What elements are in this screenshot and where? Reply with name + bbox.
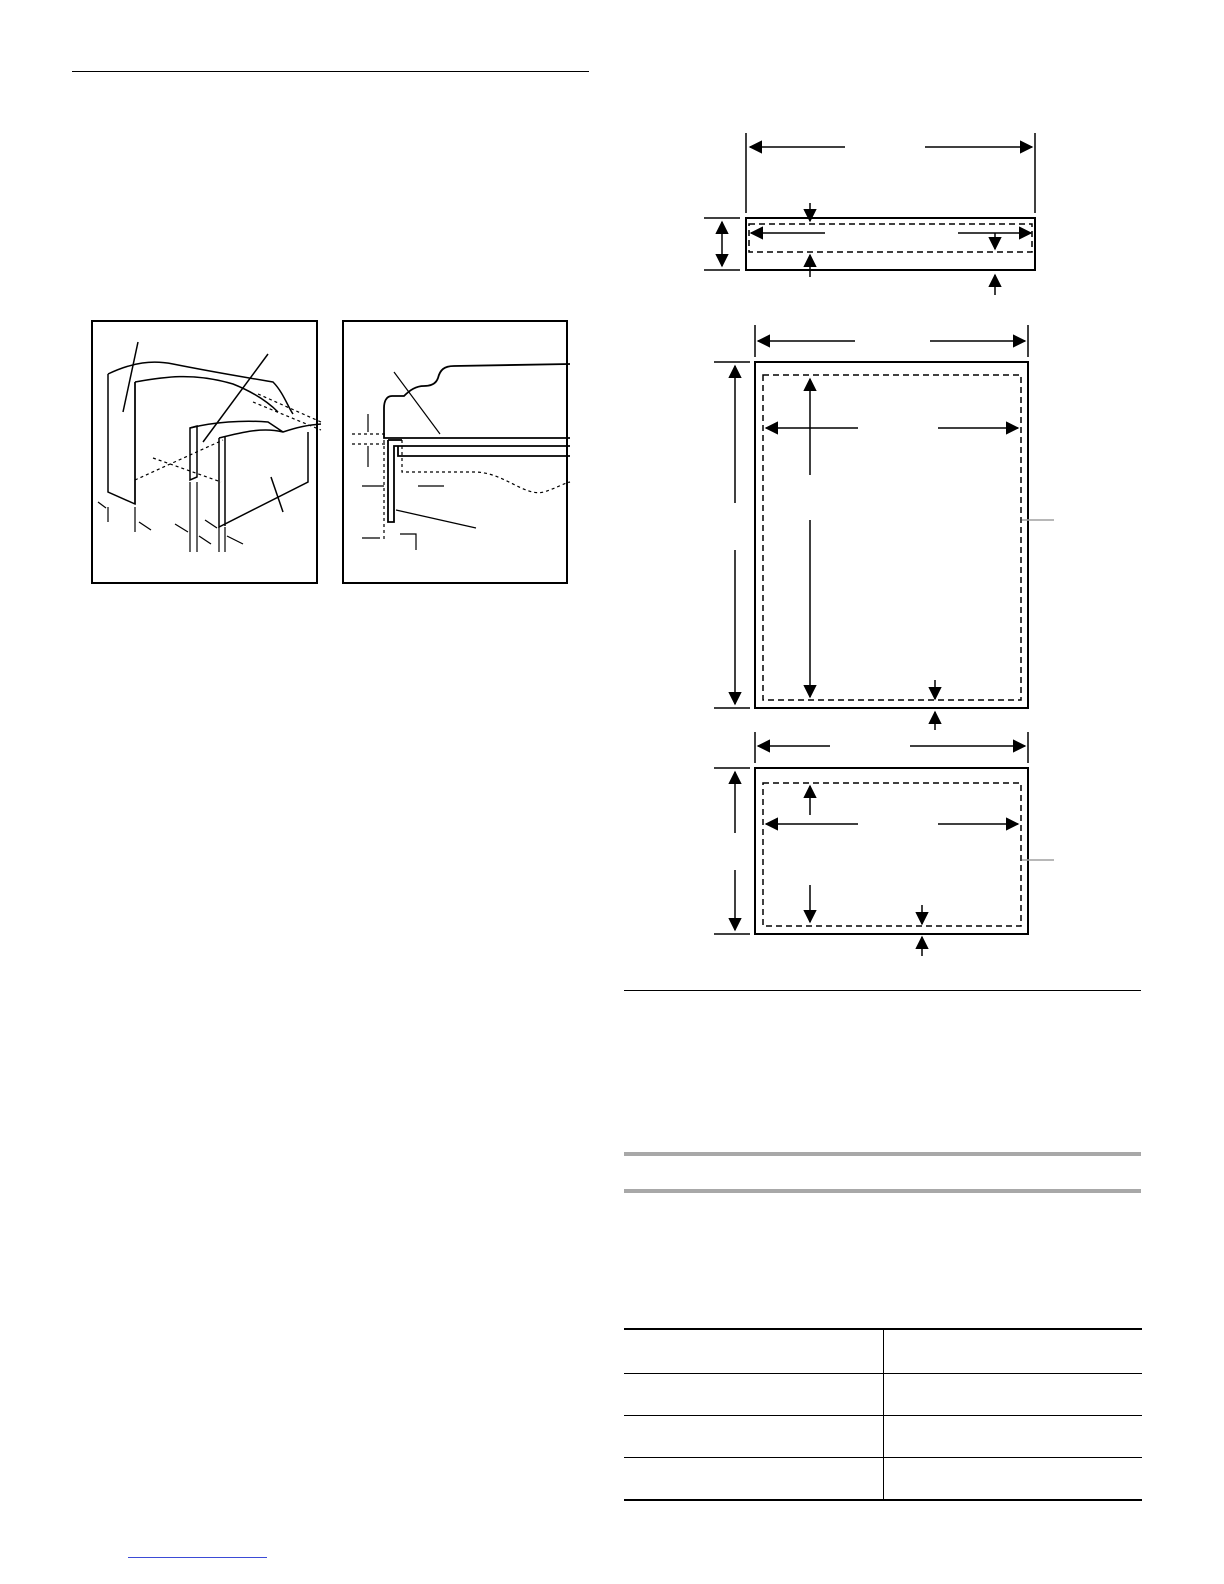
- table-cell: [624, 1374, 883, 1416]
- table-cell: [883, 1416, 1142, 1458]
- countertop-profile-perspective-icon: [93, 322, 320, 586]
- section-rule-right: [624, 990, 1141, 991]
- table-row: [624, 1458, 1142, 1501]
- spec-table: [624, 1328, 1142, 1501]
- table-cell: [883, 1458, 1142, 1501]
- countertop-cross-section-icon: [344, 322, 570, 586]
- table-row: [624, 1416, 1142, 1458]
- section-band-top: [624, 1152, 1141, 1156]
- section-band-bottom: [624, 1189, 1141, 1193]
- panel-dimension-diagram-icon: [700, 125, 1100, 965]
- table-cell: [624, 1458, 883, 1501]
- section-rule-left: [72, 71, 589, 72]
- table-row: [624, 1374, 1142, 1416]
- table-cell: [624, 1329, 883, 1374]
- table-cell: [624, 1416, 883, 1458]
- footer-link[interactable]: [128, 1557, 267, 1558]
- side-profile-figure: [91, 320, 318, 584]
- table-cell: [883, 1374, 1142, 1416]
- cross-section-figure: [342, 320, 568, 584]
- table-row: [624, 1329, 1142, 1374]
- table-cell: [883, 1329, 1142, 1374]
